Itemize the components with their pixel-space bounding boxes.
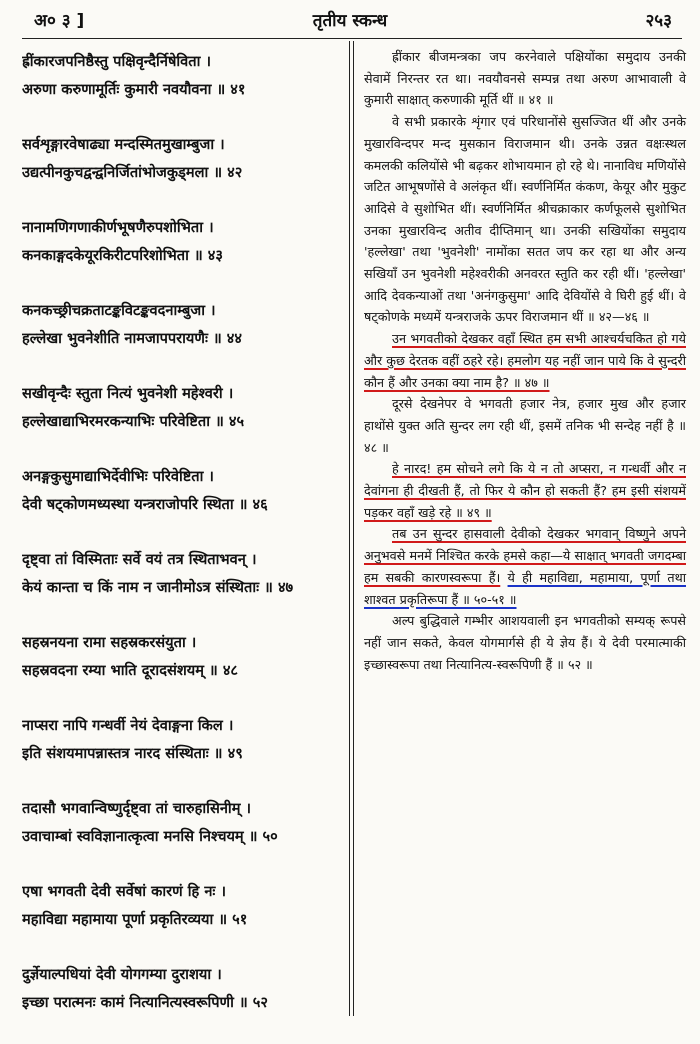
verse-line: सर्वशृङ्गारवेषाढ्या मन्दस्मितमुखाम्बुजा । <box>22 136 225 153</box>
verse-line: महाविद्या महामाया पूर्णा प्रकृतिरव्यया ॥ ५१ <box>22 911 248 928</box>
verse-line: सहस्रवदना रम्या भाति दूरादसंशयम् ॥ ४८ <box>22 662 239 679</box>
verse-line: एषा भगवती देवी सर्वेषां कारणं हि नः । <box>22 883 226 900</box>
book-section-title: तृतीय स्कन्ध <box>312 11 388 31</box>
verse-line: उवाचाम्बां स्वविज्ञानात्कृत्वा मनसि निश्चयम् ॥ ५० <box>22 828 278 845</box>
verse-line: हल्लेखाद्याभिरमरकन्याभिः परिवेष्टिता ॥ ४५ <box>22 413 245 430</box>
column-divider <box>353 41 354 1016</box>
red-underline-text: हे नारद! हम सोचने लगे कि ये न तो अप्सरा, न गन्धर्वी और न देवांगना ही दीखती हैं, तो फिर ये कौन हो सकती हैं? हम इसी संशयमें पड़कर वहाँ खड़े रहे ॥ ४९ ॥ <box>364 461 686 520</box>
verse-50 <box>22 795 344 851</box>
verse-line: देवी षट्कोणमध्यस्था यन्त्रराजोपरि स्थिता ॥ ४६ <box>22 496 268 513</box>
column-divider <box>349 41 350 1016</box>
verse-line: सहस्रनयना रामा सहस्रकरसंयुता । <box>22 634 197 651</box>
translation-paragraph: वे सभी प्रकारके शृंगार एवं परिधानोंसे सुसज्जित थीं और उनके मुखारविन्दपर मन्द मुसकान विराजमान थी। उनके उन्नत वक्षःस्थल कमलकी कलियोंसे भी बढ़कर शोभायमान हो रहे थे। नानाविध मणियोंसे जटित आभूषणोंसे वे अलंकृत थीं। स्वर्णनिर्मित कंकण, केयूर और मुकुट आदिसे वे सुशोभित थीं। स्वर्णनिर्मित श्रीचक्राकार कर्णफूलसे सुशोभित उनका मुखारविन्द अतीव दीप्तिमान् था। उनकी सखियोंका समुदाय 'हल्लेखा' तथा 'भुवनेशी' नामोंका सतत जप कर रहा था और अन्य सखियाँ उन भुवनेशी महेश्वरीकी अनवरत स्तुति कर रही थीं। 'हल्लेखा' आदि देवकन्याओं तथा 'अनंगकुसुमा' आदि देवियोंसे वे घिरी हुई थीं। वे षट्कोणके मध्यमें यन्त्रराजके ऊपर विराजमान थीं ॥ ४२—४६ ॥ <box>364 114 686 325</box>
page-number: २५३ <box>645 11 672 31</box>
verse-line: उद्यत्पीनकुचद्वन्द्वनिर्जितांभोजकुड्मला ॥ ४२ <box>22 164 243 181</box>
verse-line: अरुणा करुणामूर्तिः कुमारी नवयौवना ॥ ४१ <box>22 81 246 98</box>
red-underline-text: उन भगवतीको देखकर वहाँ स्थित हम सभी आश्चर्यचकित हो गये और कुछ देरतक वहीं ठहरे रहे। हमलोग यह नहीं जान पाये कि वे सुन्दरी कौन हैं और उनका क्या नाम है? ॥ ४७ ॥ <box>364 331 686 390</box>
verse-line: केयं कान्ता च किं नाम न जानीमोऽत्र संस्थिताः ॥ ४७ <box>22 579 294 596</box>
verse-line: दृष्ट्वा तां विस्मिताः सर्वे वयं तत्र स्थिताभवन् । <box>22 551 257 568</box>
verse-line: कनकच्छ्रीचक्रताटङ्कविटङ्कवदनाम्बुजा । <box>22 302 216 319</box>
verse-line: सखीवृन्दैः स्तुता नित्यं भुवनेशी महेश्वरी । <box>22 385 234 402</box>
translation-paragraph-highlighted <box>364 458 686 523</box>
verse-line: तदासौ भगवान्विष्णुर्दृष्ट्वा तां चारुहासिनीम् । <box>22 800 252 817</box>
verse-line: अनङ्गकुसुमाद्याभिर्देवीभिः परिवेष्टिता । <box>22 468 214 485</box>
translation-paragraph: ह्रींकार बीजमन्त्रका जप करनेवाले पक्षियोंका समुदाय उनकी सेवामें निरन्तर रत था। नवयौवनसे सम्पन्न तथा अरुण आभावाली वे कुमारी साक्षात् करुणाकी मूर्ति थीं ॥ ४१ ॥ <box>364 49 686 108</box>
verse-43 <box>22 214 344 270</box>
verse-line: इति संशयमापन्नास्तत्र नारद संस्थिताः ॥ ४९ <box>22 745 243 762</box>
blue-underline-text: ये ही महाविद्या, महामाया, पूर्णा तथा शाश्वत प्रकृतिरूपा हैं ॥ ५०-५१ ॥ <box>364 569 686 607</box>
translation-paragraph-highlighted <box>364 523 686 610</box>
sanskrit-verses-column <box>22 48 344 1044</box>
verse-line: दुर्ज्ञेयाल्पधियां देवी योगगम्या दुराशया । <box>22 966 222 983</box>
verse-44 <box>22 297 344 353</box>
verse-42 <box>22 131 344 187</box>
hindi-translation-column <box>364 46 686 675</box>
verse-line: ह्रींकारजपनिष्ठैस्तु पक्षिवृन्दैर्निषेविता । <box>22 53 211 70</box>
verse-line: कनकाङ्गदकेयूरकिरीटपरिशोभिता ॥ ४३ <box>22 247 223 264</box>
verse-51 <box>22 878 344 934</box>
verse-52 <box>22 961 344 1017</box>
verse-line: इच्छा परात्मनः कामं नित्यानित्यस्वरूपिणी ॥ ५२ <box>22 994 268 1011</box>
red-underline-text: तब उन सुन्दर हासवाली देवीको देखकर भगवान् विष्णुने अपने अनुभवसे मनमें निश्चित करके हमसे कहा—ये साक्षात् भगवती जगदम्बा हम सबकी कारणस्वरूपा हैं। <box>364 526 686 585</box>
verse-line: नाप्सरा नापि गन्धर्वी नेयं देवाङ्गना किल । <box>22 717 234 734</box>
verse-46 <box>22 463 344 519</box>
translation-paragraph-highlighted <box>364 328 686 393</box>
verse-48 <box>22 629 344 685</box>
chapter-marker: अ० ३ ] <box>34 11 85 31</box>
translation-paragraph: दूरसे देखनेपर वे भगवती हजार नेत्र, हजार मुख और हजार हाथोंसे युक्त अति सुन्दर लग रही थीं, इसमें तनिक भी सन्देह नहीं है ॥ ४८ ॥ <box>364 396 686 455</box>
verse-47 <box>22 546 344 602</box>
verse-49 <box>22 712 344 768</box>
verse-line: नानामणिगणाकीर्णभूषणैरुपशोभिता । <box>22 219 214 236</box>
page-header <box>0 0 700 34</box>
verse-45 <box>22 380 344 436</box>
translation-paragraph: अल्प बुद्धिवाले गम्भीर आशयवाली इन भगवतीको सम्यक् रूपसे नहीं जान सकते, केवल योगमार्गसे ही ये ज्ञेय हैं। ये देवी परमात्माकी इच्छास्वरूपा तथा नित्यानित्य-स्वरूपिणी हैं ॥ ५२ ॥ <box>364 613 686 672</box>
verse-41 <box>22 48 344 104</box>
verse-line: हल्लेखा भुवनेशीति नामजापपरायणैः ॥ ४४ <box>22 330 242 347</box>
header-divider <box>22 38 682 39</box>
